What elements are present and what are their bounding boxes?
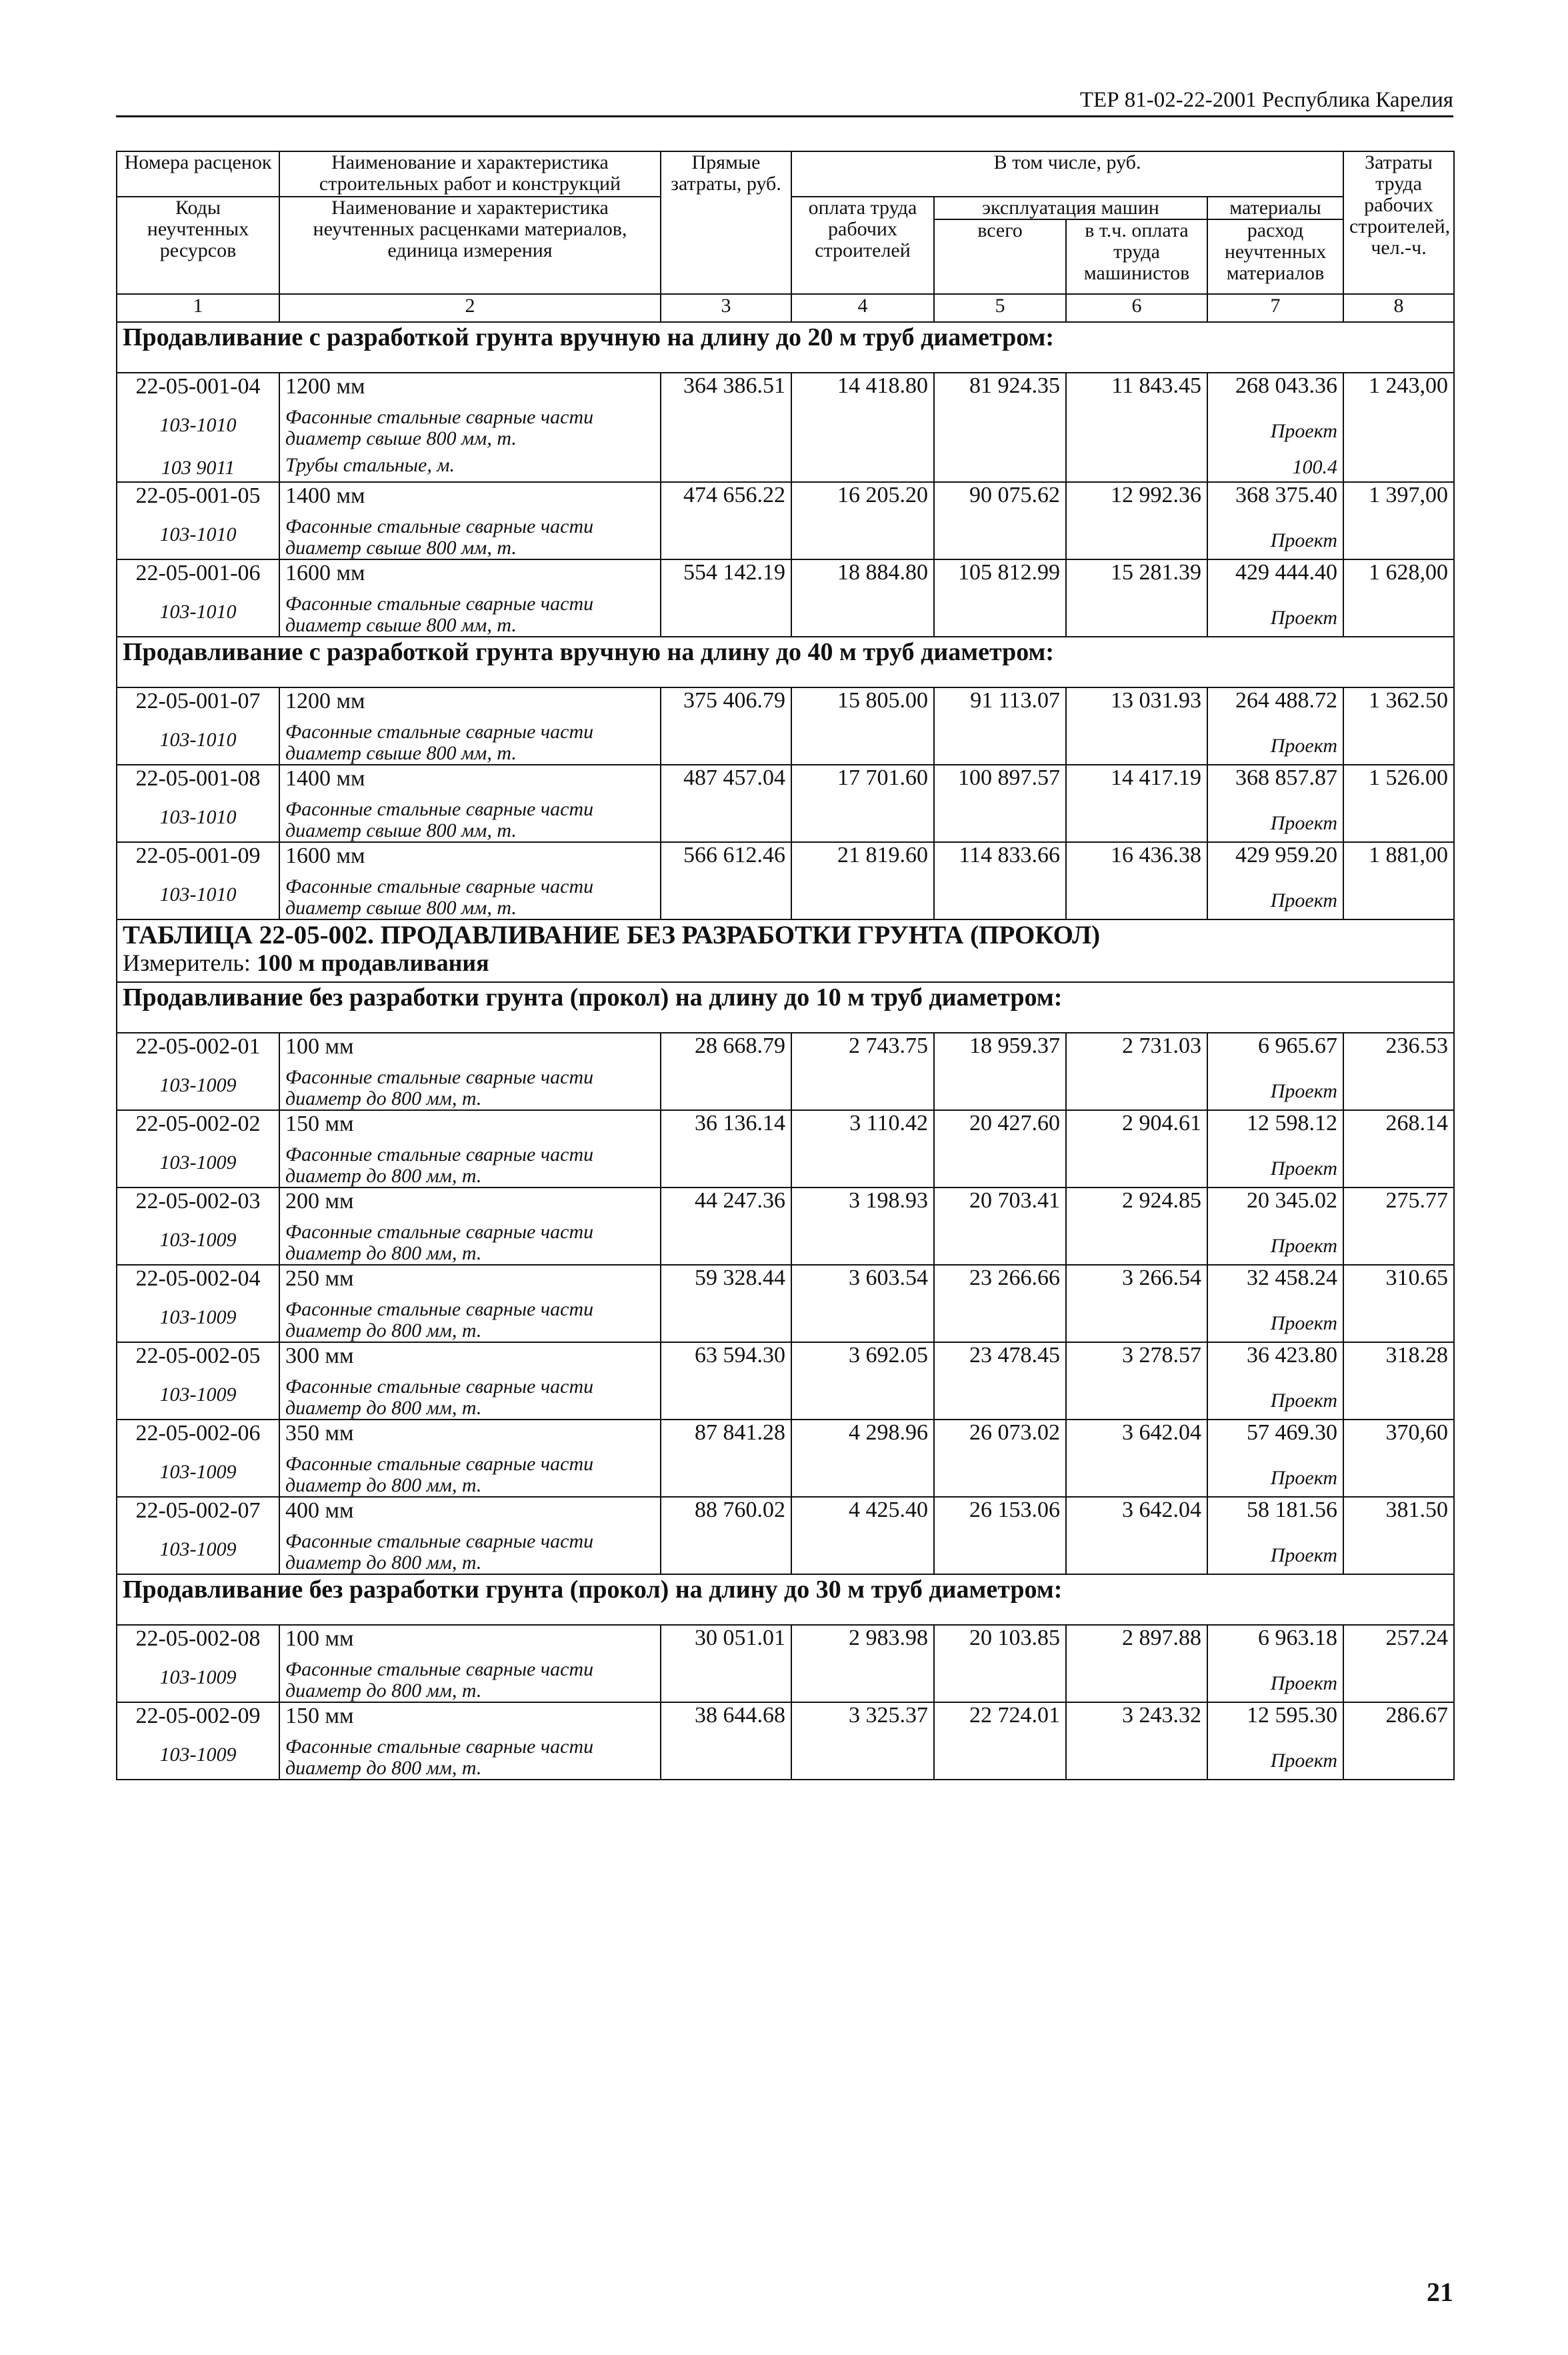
table-meter [123,949,1448,977]
section-heading: Продавливание без разработки грунта (прокол) на длину до 30 м труб диаметром: [117,1574,1454,1625]
labor-hours: 381.50 [1343,1497,1454,1574]
machinists-pay: 3 278.57 [1066,1342,1207,1420]
work-name-cell [279,373,661,482]
header-vsego: всего [934,219,1066,294]
rate-code-cell [117,1110,279,1188]
table-row [117,1625,1454,1702]
material-name: Фасонные стальные сварные части диаметр до 800 мм, т. [285,1298,594,1342]
machinists-pay: 2 897.88 [1066,1625,1207,1702]
materials-project: Проект [1270,529,1338,551]
table-body [117,322,1454,1780]
labor-pay: 2 743.75 [791,1033,934,1110]
work-name: 1600 мм [285,843,365,868]
work-name-cell [279,559,661,637]
direct-costs: 44 247.36 [661,1188,791,1265]
section-heading-row [117,322,1454,373]
work-name-cell [279,687,661,765]
header-vtch: в т.ч. оплата труда машинистов [1066,219,1207,294]
labor-hours: 310.65 [1343,1265,1454,1342]
material-code: 103-1009 [159,1744,237,1766]
meter-value: 100 м продавливания [256,949,489,976]
materials-cell [1207,1342,1343,1420]
rate-code-cell [117,687,279,765]
work-name: 1400 мм [285,766,365,791]
labor-hours: 1 526.00 [1343,765,1454,842]
rate-code: 22-05-002-08 [135,1626,261,1651]
labor-pay: 3 692.05 [791,1342,934,1420]
direct-costs: 36 136.14 [661,1110,791,1188]
work-name-cell [279,1342,661,1420]
column-number: 4 [791,294,934,322]
direct-costs: 88 760.02 [661,1497,791,1574]
materials-cost: 368 857.87 [1235,765,1338,790]
rate-code: 22-05-001-09 [135,843,261,868]
labor-hours: 1 362.50 [1343,687,1454,765]
material-code: 103-1009 [159,1538,237,1560]
table-row [117,842,1454,919]
rate-code-cell [117,765,279,842]
rate-code: 22-05-002-07 [135,1498,261,1523]
machinists-pay: 3 243.32 [1066,1702,1207,1780]
rate-code-cell [117,1625,279,1702]
rate-code-cell [117,842,279,919]
rate-code: 22-05-001-05 [135,483,261,508]
materials-cost: 429 444.40 [1235,560,1338,585]
table-row [117,1420,1454,1497]
labor-pay: 15 805.00 [791,687,934,765]
table-row [117,1110,1454,1188]
materials-cell [1207,1110,1343,1188]
materials-project: Проект [1270,735,1338,757]
labor-hours: 1 243,00 [1343,373,1454,482]
meter-label: Измеритель: [123,949,251,976]
materials-project: Проект [1270,1080,1338,1102]
section-heading: Продавливание без разработки грунта (прокол) на длину до 10 м труб диаметром: [117,982,1454,1033]
work-name: 150 мм [285,1704,354,1728]
direct-costs: 63 594.30 [661,1342,791,1420]
price-table [116,151,1455,1780]
rate-code-cell [117,1342,279,1420]
material-name: Фасонные стальные сварные части диаметр свыше 800 мм, т. [285,593,594,636]
machines-total: 26 153.06 [934,1497,1066,1574]
header-naim-materials: Наименование и характеристика неучтенных расценками материалов, единица измерения [279,197,661,294]
table-title: ТАБЛИЦА 22-05-002. ПРОДАВЛИВАНИЕ БЕЗ РАЗРАБОТКИ ГРУНТА (ПРОКОЛ) [123,921,1101,949]
materials-cell [1207,482,1343,559]
rate-code: 22-05-001-04 [135,374,261,399]
labor-pay: 3 198.93 [791,1188,934,1265]
material-code: 103-1010 [159,414,237,436]
material-code: 103-1010 [159,806,237,828]
materials-cost: 32 458.24 [1247,1266,1338,1290]
column-numbers-row [117,294,1454,322]
materials-cost: 368 375.40 [1235,483,1338,507]
material-name: Фасонные стальные сварные части диаметр до 800 мм, т. [285,1376,594,1419]
table-row [117,765,1454,842]
table-row [117,1342,1454,1420]
rate-code-cell [117,1265,279,1342]
section-heading-row [117,982,1454,1033]
column-number: 1 [117,294,279,322]
rate-code: 22-05-002-04 [135,1266,261,1291]
machinists-pay: 13 031.93 [1066,687,1207,765]
materials-project: Проект [1270,420,1338,442]
machines-total: 91 113.07 [934,687,1066,765]
rate-code: 22-05-002-06 [135,1421,261,1446]
direct-costs: 474 656.22 [661,482,791,559]
material-name: Фасонные стальные сварные части диаметр до 800 мм, т. [285,1658,594,1702]
materials-cell [1207,687,1343,765]
work-name-cell [279,842,661,919]
materials-project: Проект [1270,1750,1338,1772]
machinists-pay: 11 843.45 [1066,373,1207,482]
rate-code-cell [117,1188,279,1265]
machinists-pay: 2 731.03 [1066,1033,1207,1110]
table-row [117,1702,1454,1780]
column-number: 5 [934,294,1066,322]
labor-hours: 236.53 [1343,1033,1454,1110]
machinists-pay: 2 904.61 [1066,1110,1207,1188]
table-title-row [117,919,1454,982]
machines-total: 81 924.35 [934,373,1066,482]
labor-hours: 268.14 [1343,1110,1454,1188]
materials-qty: 100.4 [1292,456,1338,478]
work-name: 200 мм [285,1189,354,1214]
machines-total: 90 075.62 [934,482,1066,559]
machines-total: 20 103.85 [934,1625,1066,1702]
header-zatraty: Затраты труда рабочих строителей, чел.-ч. [1343,151,1454,294]
header-kody: Коды неучтенных ресурсов [117,197,279,294]
table-row [117,1188,1454,1265]
rate-code-cell [117,1033,279,1110]
materials-cell [1207,1702,1343,1780]
materials-cost: 57 469.30 [1247,1420,1338,1445]
machinists-pay: 3 642.04 [1066,1420,1207,1497]
column-number: 6 [1066,294,1207,322]
material-code: 103 9011 [161,457,235,479]
rate-code: 22-05-002-01 [135,1034,261,1059]
work-name: 100 мм [285,1626,354,1651]
work-name-cell [279,482,661,559]
work-name: 1200 мм [285,374,365,399]
labor-hours: 370,60 [1343,1420,1454,1497]
material-name: Фасонные стальные сварные части диаметр свыше 800 мм, т. [285,515,594,559]
direct-costs: 554 142.19 [661,559,791,637]
rate-code-cell [117,482,279,559]
direct-costs: 59 328.44 [661,1265,791,1342]
header-nomera: Номера расценок [117,151,279,197]
rate-code: 22-05-002-03 [135,1189,261,1214]
materials-cell [1207,559,1343,637]
labor-pay: 2 983.98 [791,1625,934,1702]
machinists-pay: 12 992.36 [1066,482,1207,559]
work-name: 250 мм [285,1266,354,1291]
work-name-cell [279,1188,661,1265]
table-row [117,1265,1454,1342]
machinists-pay: 3 642.04 [1066,1497,1207,1574]
work-name-cell [279,1265,661,1342]
material-code: 103-1010 [159,729,237,751]
header-v-tom-chisle: В том числе, руб. [791,151,1343,197]
materials-project: Проект [1270,1235,1338,1257]
table-row [117,559,1454,637]
materials-cell [1207,1497,1343,1574]
labor-pay: 18 884.80 [791,559,934,637]
direct-costs: 364 386.51 [661,373,791,482]
material-name: Фасонные стальные сварные части диаметр до 800 мм, т. [285,1453,594,1496]
materials-project: Проект [1270,607,1338,629]
work-name-cell [279,1033,661,1110]
material-name: Фасонные стальные сварные части диаметр свыше 800 мм, т. [285,406,594,449]
rate-code-cell [117,559,279,637]
materials-cost: 268 043.36 [1235,373,1338,398]
table-row [117,1033,1454,1110]
material-name: Фасонные стальные сварные части диаметр свыше 800 мм, т. [285,798,594,841]
materials-cost: 6 965.67 [1258,1033,1338,1058]
machines-total: 20 703.41 [934,1188,1066,1265]
section-heading: Продавливание с разработкой грунта вручную на длину до 20 м труб диаметром: [117,322,1454,373]
labor-hours: 1 881,00 [1343,842,1454,919]
materials-cost: 36 423.80 [1247,1343,1338,1368]
work-name: 1600 мм [285,561,365,585]
material-name: Фасонные стальные сварные части диаметр до 800 мм, т. [285,1143,594,1187]
machinists-pay: 2 924.85 [1066,1188,1207,1265]
work-name: 400 мм [285,1498,354,1523]
work-name: 350 мм [285,1421,354,1446]
materials-project: Проект [1270,812,1338,834]
column-number: 8 [1343,294,1454,322]
direct-costs: 30 051.01 [661,1625,791,1702]
header-rashod: расход неучтенных материалов [1207,219,1343,294]
work-name-cell [279,1420,661,1497]
table-row [117,482,1454,559]
material-code: 103-1009 [159,1384,237,1406]
rate-code: 22-05-001-06 [135,561,261,585]
material-code: 103-1009 [159,1461,237,1483]
labor-pay: 3 325.37 [791,1702,934,1780]
materials-project: Проект [1270,1467,1338,1489]
work-name-cell [279,1625,661,1702]
machines-total: 20 427.60 [934,1110,1066,1188]
material-name: Фасонные стальные сварные части диаметр до 800 мм, т. [285,1736,594,1779]
labor-pay: 21 819.60 [791,842,934,919]
machines-total: 26 073.02 [934,1420,1066,1497]
rate-code: 22-05-002-05 [135,1344,261,1368]
material-code: 103-1010 [159,523,237,545]
materials-cost: 12 595.30 [1247,1703,1338,1728]
header-ekspl: эксплуатация машин [934,197,1207,219]
labor-hours: 286.67 [1343,1702,1454,1780]
materials-project: Проект [1270,1157,1338,1180]
material-name: Трубы стальные, м. [285,454,455,476]
column-number: 7 [1207,294,1343,322]
materials-cost: 20 345.02 [1247,1188,1338,1213]
labor-hours: 257.24 [1343,1625,1454,1702]
work-name: 100 мм [285,1034,354,1059]
section-heading-row [117,637,1454,687]
machines-total: 100 897.57 [934,765,1066,842]
work-name: 1400 мм [285,483,365,508]
column-number: 2 [279,294,661,322]
materials-project: Проект [1270,1544,1338,1566]
work-name-cell [279,1702,661,1780]
materials-project: Проект [1270,1312,1338,1334]
rate-code-cell [117,1497,279,1574]
machinists-pay: 14 417.19 [1066,765,1207,842]
material-code: 103-1010 [159,601,237,623]
column-number: 3 [661,294,791,322]
labor-pay: 3 110.42 [791,1110,934,1188]
machines-total: 23 478.45 [934,1342,1066,1420]
section-heading-row [117,1574,1454,1625]
machinists-pay: 3 266.54 [1066,1265,1207,1342]
rate-code: 22-05-001-08 [135,766,261,791]
page-number: 21 [1427,2277,1453,2307]
labor-pay: 16 205.20 [791,482,934,559]
rate-code-cell [117,1420,279,1497]
table-row [117,1497,1454,1574]
direct-costs: 87 841.28 [661,1420,791,1497]
labor-pay: 4 298.96 [791,1420,934,1497]
materials-cell [1207,1420,1343,1497]
labor-pay: 4 425.40 [791,1497,934,1574]
labor-pay: 14 418.80 [791,373,934,482]
direct-costs: 38 644.68 [661,1702,791,1780]
table-row [117,687,1454,765]
work-name: 150 мм [285,1111,354,1136]
materials-cost: 58 181.56 [1247,1498,1338,1522]
direct-costs: 487 457.04 [661,765,791,842]
materials-cost: 264 488.72 [1235,688,1338,713]
material-name: Фасонные стальные сварные части диаметр до 800 мм, т. [285,1530,594,1574]
work-name: 1200 мм [285,689,365,713]
materials-cost: 12 598.12 [1247,1111,1338,1135]
machines-total: 22 724.01 [934,1702,1066,1780]
direct-costs: 566 612.46 [661,842,791,919]
machines-total: 23 266.66 [934,1265,1066,1342]
material-name: Фасонные стальные сварные части диаметр до 800 мм, т. [285,1221,594,1264]
material-name: Фасонные стальные сварные части диаметр до 800 мм, т. [285,1066,594,1109]
material-name: Фасонные стальные сварные части диаметр свыше 800 мм, т. [285,875,594,919]
materials-project: Проект [1270,1390,1338,1412]
work-name-cell [279,1110,661,1188]
material-name: Фасонные стальные сварные части диаметр свыше 800 мм, т. [285,721,594,764]
labor-hours: 1 397,00 [1343,482,1454,559]
materials-cell [1207,1265,1343,1342]
material-code: 103-1009 [159,1074,237,1096]
materials-cost: 6 963.18 [1258,1626,1338,1650]
work-name-cell [279,1497,661,1574]
material-code: 103-1009 [159,1666,237,1688]
direct-costs: 28 668.79 [661,1033,791,1110]
materials-cell [1207,1625,1343,1702]
material-code: 103-1010 [159,883,237,905]
material-code: 103-1009 [159,1229,237,1251]
materials-project: Проект [1270,1672,1338,1694]
rate-code-cell [117,1702,279,1780]
machines-total: 114 833.66 [934,842,1066,919]
materials-project: Проект [1270,889,1338,911]
work-name-cell [279,765,661,842]
running-head: ТЕР 81-02-22-2001 Республика Карелия [116,88,1453,117]
materials-cell [1207,373,1343,482]
materials-cell [1207,765,1343,842]
labor-pay: 3 603.54 [791,1265,934,1342]
machines-total: 105 812.99 [934,559,1066,637]
materials-cell [1207,842,1343,919]
rate-code: 22-05-002-02 [135,1111,261,1136]
rate-code: 22-05-002-09 [135,1704,261,1728]
header-materialy: материалы [1207,197,1343,219]
table-title-cell [117,919,1454,982]
rate-code-cell [117,373,279,482]
header-naim-works: Наименование и характеристика строительных работ и конструкций [279,151,661,197]
material-code: 103-1009 [159,1306,237,1328]
labor-pay: 17 701.60 [791,765,934,842]
header-oplata: оплата труда рабочих строителей [791,197,934,294]
materials-cell [1207,1033,1343,1110]
machinists-pay: 15 281.39 [1066,559,1207,637]
header-pryamye: Прямые затраты, руб. [661,151,791,294]
labor-hours: 318.28 [1343,1342,1454,1420]
labor-hours: 275.77 [1343,1188,1454,1265]
direct-costs: 375 406.79 [661,687,791,765]
machines-total: 18 959.37 [934,1033,1066,1110]
labor-hours: 1 628,00 [1343,559,1454,637]
work-name: 300 мм [285,1344,354,1368]
machinists-pay: 16 436.38 [1066,842,1207,919]
section-heading: Продавливание с разработкой грунта вручную на длину до 40 м труб диаметром: [117,637,1454,687]
table-row [117,373,1454,482]
material-code: 103-1009 [159,1151,237,1173]
materials-cost: 429 959.20 [1235,843,1338,867]
rate-code: 22-05-001-07 [135,689,261,713]
materials-cell [1207,1188,1343,1265]
